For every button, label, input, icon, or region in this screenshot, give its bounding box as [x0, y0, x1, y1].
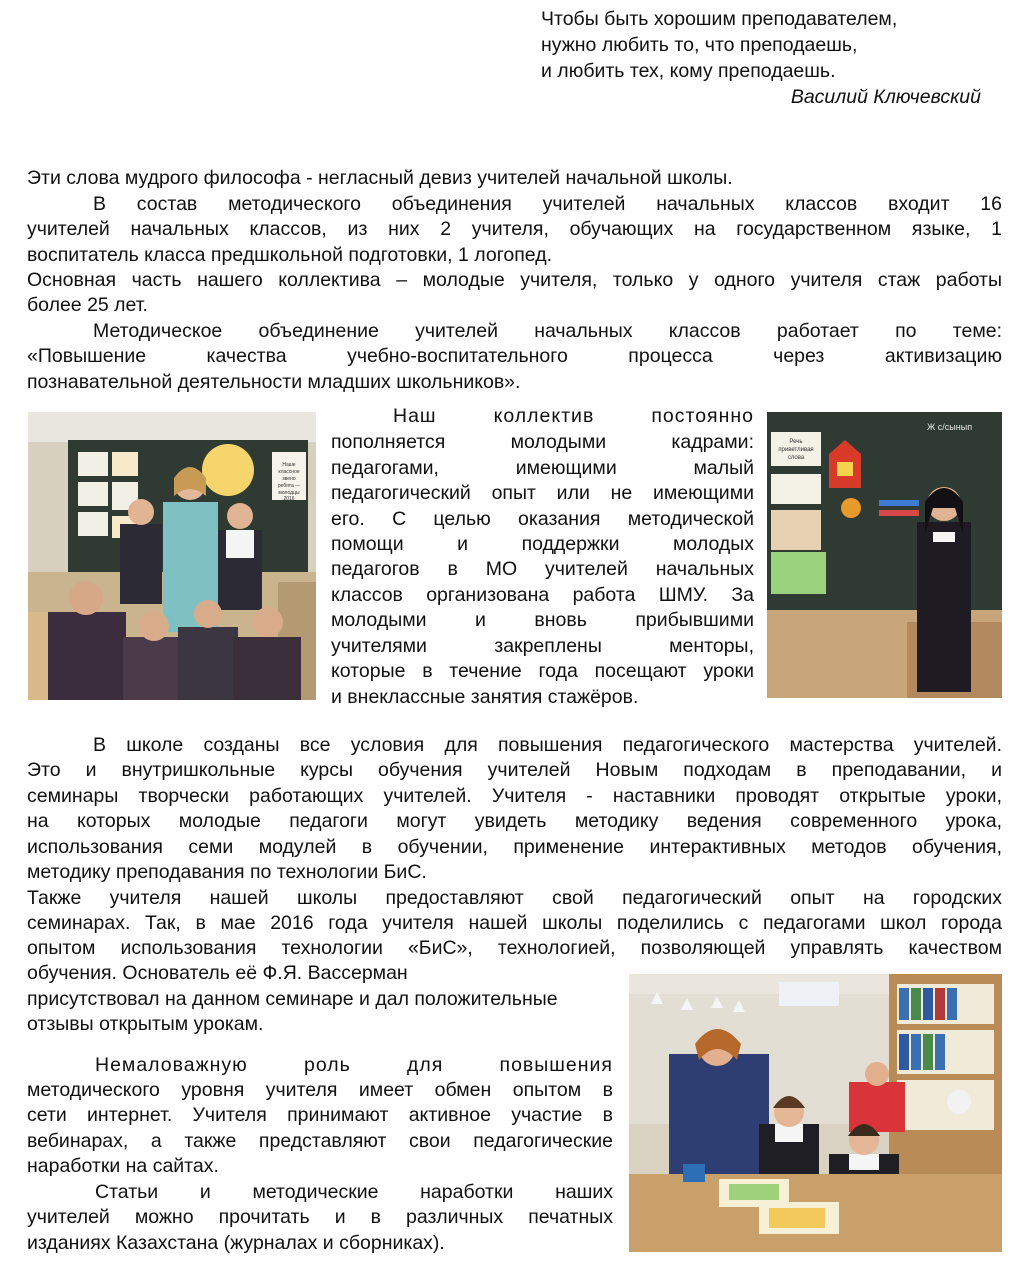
paragraph-line: его. С целью оказания методической — [331, 508, 754, 530]
photo-classroom-lesson — [629, 974, 1002, 1252]
board-card-line: слова — [787, 455, 805, 461]
paragraph-line: использования семи модулей в обучении, применение интерактивных методов обучения, — [27, 836, 1002, 858]
poster-line: звено — [282, 476, 296, 482]
paragraph-line: молодыми и вновь прибывшими — [331, 609, 754, 631]
photo-teacher-with-pupils — [28, 412, 316, 700]
board-card-line: приветливая — [778, 447, 814, 453]
paragraph-line: Основная часть нашего коллектива – молодые учителя, только у одного учителя стаж работы — [27, 269, 1002, 291]
board-card-line: Речь — [789, 439, 803, 445]
paragraph-line: Немаловажную роль для повышения — [95, 1054, 613, 1076]
poster-line: Наше — [282, 462, 296, 468]
paragraph-line: Это и внутришкольные курсы обучения учителей Новым подходам в преподавании, и — [27, 759, 1002, 781]
paragraph-line: более 25 лет. — [27, 294, 148, 316]
board-writing: Ж с/сынып — [927, 422, 973, 432]
paragraph-line: педагогический опыт или не имеющими — [331, 482, 754, 504]
paragraph-line: на которых молодые педагоги могут увидеть методику ведения современного урока, — [27, 810, 1002, 832]
epigraph-author: Василий Ключевский — [790, 86, 981, 108]
paragraph-line: методического уровня учителя имеет обмен опытом в — [27, 1079, 613, 1101]
epigraph-line: Чтобы быть хорошим преподавателем, — [541, 8, 898, 30]
epigraph-line: нужно любить то, что преподаешь, — [541, 34, 858, 56]
paragraph-line: опытом использования технологии «БиС», технологией, позволяющей управлять качеством — [27, 937, 1002, 959]
paragraph-line: В школе созданы все условия для повышения педагогического мастерства учителей. — [93, 734, 1002, 756]
poster-line: молодцы — [278, 490, 300, 496]
photo-classroom-lesson-image — [629, 974, 1002, 1252]
paragraph-line: воспитатель класса предшкольной подготовки, 1 логопед. — [27, 244, 553, 266]
paragraph-line: изданиях Казахстана (журналах и сборниках). — [27, 1232, 445, 1254]
paragraph-line: которые в течение года посещают уроки — [331, 660, 754, 682]
paragraph-line: семинары творчески работающих учителей. Учителя - наставники проводят открытые уроки, — [27, 785, 1002, 807]
paragraph-line: сети интернет. Учителя принимают активное участие в — [27, 1104, 613, 1126]
paragraph-line: помощи и поддержки молодых — [331, 533, 754, 555]
paragraph-line: отзывы открытым урокам. — [27, 1013, 264, 1035]
photo-young-teacher — [767, 412, 1002, 698]
poster-line: 2016 — [283, 496, 295, 502]
epigraph-line: и любить тех, кому преподаешь. — [541, 60, 836, 82]
paragraph-line: Наш коллектив постоянно — [393, 405, 754, 427]
paragraph-line: методику преподавания по технологии БиС. — [27, 861, 427, 883]
paragraph-line: педагогов в МО учителей начальных — [331, 558, 754, 580]
paragraph-line: и внеклассные занятия стажёров. — [331, 686, 639, 708]
photo-young-teacher-image — [767, 412, 1002, 698]
paragraph-line: вебинарах, а также представляют свои педагогические — [27, 1130, 613, 1152]
poster-line: классное — [278, 469, 300, 475]
paragraph-line: наработки на сайтах. — [27, 1155, 219, 1177]
paragraph-line: познавательной деятельности младших школьников». — [27, 371, 521, 393]
paragraph-line: пополняется молодыми кадрами: — [331, 431, 754, 453]
paragraph-line: Статьи и методические наработки наших — [95, 1181, 613, 1203]
paragraph-line: семинарах. Так, в мае 2016 года учителя нашей школы поделились с педагогами школ города — [27, 912, 1002, 934]
paragraph-line: Методическое объединение учителей начальных классов работает по теме: — [93, 320, 1002, 342]
paragraph-line: присутствовал на данном семинаре и дал положительные — [27, 988, 558, 1010]
paragraph-line: учителями закреплены менторы, — [331, 635, 754, 657]
paragraph-line: классов организована работа ШМУ. За — [331, 584, 754, 606]
paragraph-line: «Повышение качества учебно-воспитательного процесса через активизацию — [27, 345, 1002, 367]
paragraph-line: Эти слова мудрого философа - негласный девиз учителей начальной школы. — [27, 167, 733, 189]
poster-line: ребята — — [277, 483, 301, 489]
paragraph-line: учителей начальных классов, из них 2 учителя, обучающих на государственном языке, 1 — [27, 218, 1002, 240]
paragraph-line: Также учителя нашей школы предоставляют свой педагогический опыт на городских — [27, 887, 1002, 909]
paragraph-line: учителей можно прочитать и в различных печатных — [27, 1206, 613, 1228]
paragraph-line: обучения. Основатель её Ф.Я. Вассерман — [27, 962, 408, 984]
epigraph — [541, 6, 1001, 110]
photo-teacher-with-pupils-image — [28, 412, 316, 700]
paragraph-line: педагогами, имеющими малый — [331, 457, 754, 479]
paragraph-line: В состав методического объединения учителей начальных классов входит 16 — [93, 193, 1002, 215]
